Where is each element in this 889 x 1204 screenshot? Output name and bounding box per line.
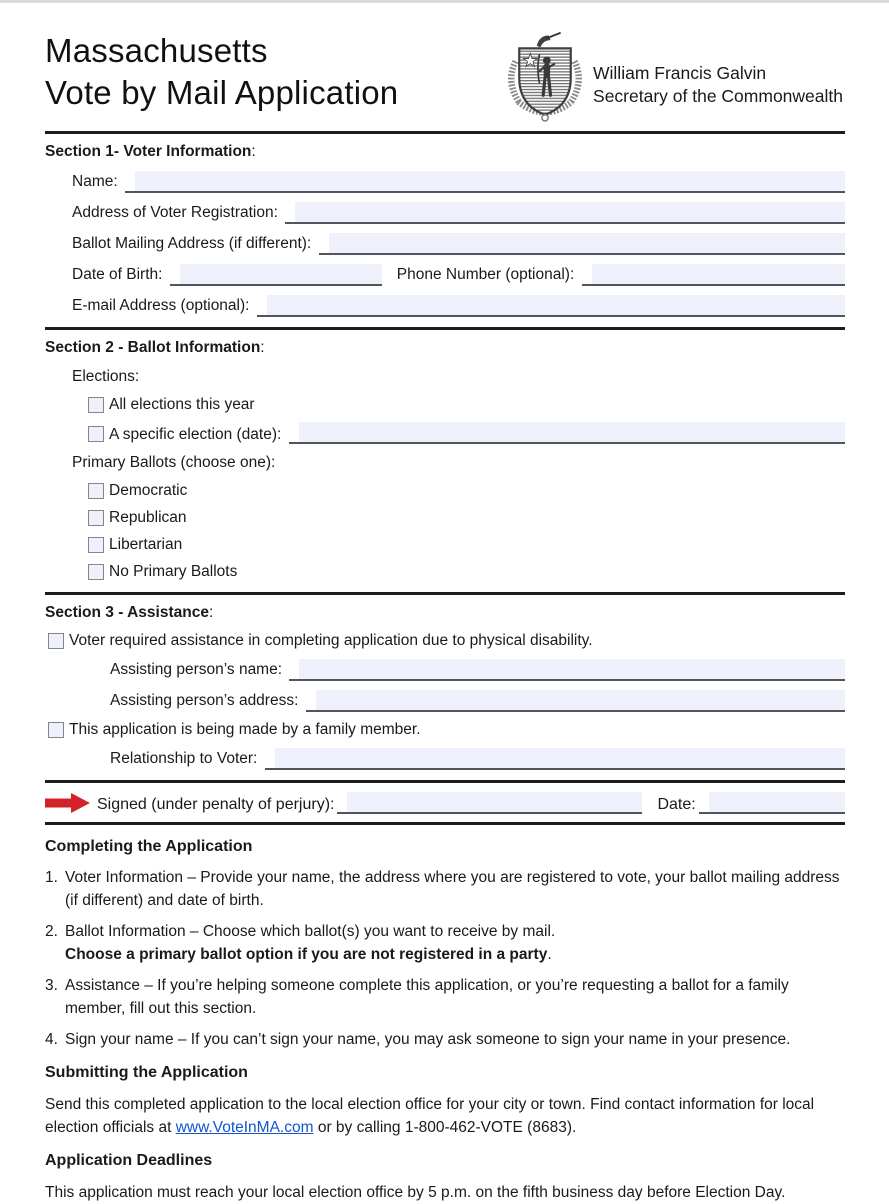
section-divider xyxy=(45,131,845,134)
submitting-heading: Submitting the Application xyxy=(45,1064,248,1081)
assisting-address-field[interactable] xyxy=(306,690,845,712)
email-label: E-mail Address (optional): xyxy=(72,297,254,314)
mailing-address-field[interactable] xyxy=(319,233,845,255)
family-member-checkbox[interactable] xyxy=(48,722,64,738)
no-primary-label: No Primary Ballots xyxy=(109,563,238,580)
name-row xyxy=(72,171,845,193)
assisting-name-field[interactable] xyxy=(289,659,845,681)
libertarian-label: Libertarian xyxy=(109,536,183,553)
registration-address-field[interactable] xyxy=(285,202,845,224)
completing-heading: Completing the Application xyxy=(45,838,253,855)
form-header xyxy=(45,0,845,122)
family-member-label: This application is being made by a family member. xyxy=(69,721,421,738)
relationship-label: Relationship to Voter: xyxy=(110,750,262,767)
name-label: Name: xyxy=(72,173,122,190)
section1-heading: Section 1- Voter Information: xyxy=(45,143,256,160)
section3-heading: Section 3 - Assistance: xyxy=(45,604,214,621)
elections-label: Elections: xyxy=(72,368,140,385)
republican-label: Republican xyxy=(109,509,187,526)
deadlines-heading: Application Deadlines xyxy=(45,1152,213,1169)
red-arrow-icon xyxy=(45,792,91,814)
section-divider xyxy=(45,592,845,595)
no-primary-checkbox[interactable] xyxy=(88,564,104,580)
primary-option-none xyxy=(88,562,845,581)
email-row xyxy=(72,295,845,317)
instruction-item-1: 1. Voter Information – Provide your name, the address where you are registered to vote, your ballot mailing address (if different) and date of birth. xyxy=(45,869,840,909)
deadlines-paragraph: This application must reach your local election office by 5 p.m. on the fifth business day before Election Day. xyxy=(45,1184,786,1201)
primary-ballot-bold-note: Choose a primary ballot option if you are not registered in a party xyxy=(65,946,548,963)
date-field[interactable] xyxy=(699,792,845,814)
all-elections-checkbox[interactable] xyxy=(88,397,104,413)
assisting-address-label: Assisting person’s address: xyxy=(110,692,303,709)
instruction-item-2: 2. Ballot Information – Choose which ballot(s) you want to receive by mail. Choose a primary ballot option if you are not registered in a party. xyxy=(45,923,556,963)
specific-election-label: A specific election (date): xyxy=(109,426,286,443)
submitting-paragraph: Send this completed application to the local election office for your city or town. Find contact information for local election officials at www.VoteInMA.com or by calling 1-800-462-VOTE (8683). xyxy=(45,1096,815,1136)
assisting-name-label: Assisting person’s name: xyxy=(110,661,287,678)
signed-label: Signed (under penalty of perjury): xyxy=(97,796,335,813)
assistance-option xyxy=(48,631,845,650)
date-label: Date: xyxy=(657,796,696,813)
phone-label: Phone Number (optional): xyxy=(396,266,579,283)
voteinma-link[interactable]: www.VoteInMA.com xyxy=(175,1119,314,1136)
assisting-name-row xyxy=(110,659,845,681)
primary-option-republican xyxy=(88,508,845,527)
signature-field[interactable] xyxy=(337,792,642,814)
massachusetts-seal-icon xyxy=(505,30,585,122)
email-field[interactable] xyxy=(257,295,845,317)
section2-heading: Section 2 - Ballot Information: xyxy=(45,339,265,356)
name-field[interactable] xyxy=(125,171,845,193)
assisting-address-row xyxy=(110,690,845,712)
all-elections-option xyxy=(88,395,845,414)
phone-field[interactable] xyxy=(582,264,845,286)
signature-row xyxy=(45,792,845,814)
page-top-edge xyxy=(0,0,889,3)
registration-address-row xyxy=(72,202,845,224)
dob-label: Date of Birth: xyxy=(72,266,167,283)
dob-field[interactable] xyxy=(170,264,382,286)
official-block xyxy=(593,44,843,108)
primary-option-libertarian xyxy=(88,535,845,554)
family-member-option xyxy=(48,720,845,739)
signature-divider-top xyxy=(45,780,845,783)
assistance-label: Voter required assistance in completing application due to physical disability. xyxy=(69,632,593,649)
primary-option-democratic xyxy=(88,481,845,500)
libertarian-checkbox[interactable] xyxy=(88,537,104,553)
official-name: William Francis Galvin xyxy=(593,63,767,83)
section-divider xyxy=(45,327,845,330)
signature-divider-bottom xyxy=(45,822,845,825)
mailing-address-row xyxy=(72,233,845,255)
specific-election-option xyxy=(88,422,845,444)
relationship-row xyxy=(110,748,845,770)
democratic-label: Democratic xyxy=(109,482,188,499)
registration-address-label: Address of Voter Registration: xyxy=(72,204,283,221)
page-title xyxy=(45,30,398,114)
header-right xyxy=(505,30,845,122)
republican-checkbox[interactable] xyxy=(88,510,104,526)
relationship-field[interactable] xyxy=(265,748,845,770)
democratic-checkbox[interactable] xyxy=(88,483,104,499)
dob-phone-row xyxy=(72,264,845,286)
mailing-address-label: Ballot Mailing Address (if different): xyxy=(72,235,316,252)
official-title: Secretary of the Commonwealth xyxy=(593,86,843,106)
instruction-item-4: 4. Sign your name – If you can’t sign your name, you may ask someone to sign your name in your presence. xyxy=(45,1031,791,1048)
title-line-2: Vote by Mail Application xyxy=(45,74,399,111)
all-elections-label: All elections this year xyxy=(109,396,255,413)
primary-ballots-label: Primary Ballots (choose one): xyxy=(72,454,276,471)
specific-election-date-field[interactable] xyxy=(289,422,845,444)
specific-election-checkbox[interactable] xyxy=(88,426,104,442)
assistance-checkbox[interactable] xyxy=(48,633,64,649)
instruction-item-3: 3. Assistance – If you’re helping someone complete this application, or you’re requesting a ballot for a family member, fill out this section. xyxy=(45,977,789,1017)
title-line-1: Massachusetts xyxy=(45,32,268,69)
